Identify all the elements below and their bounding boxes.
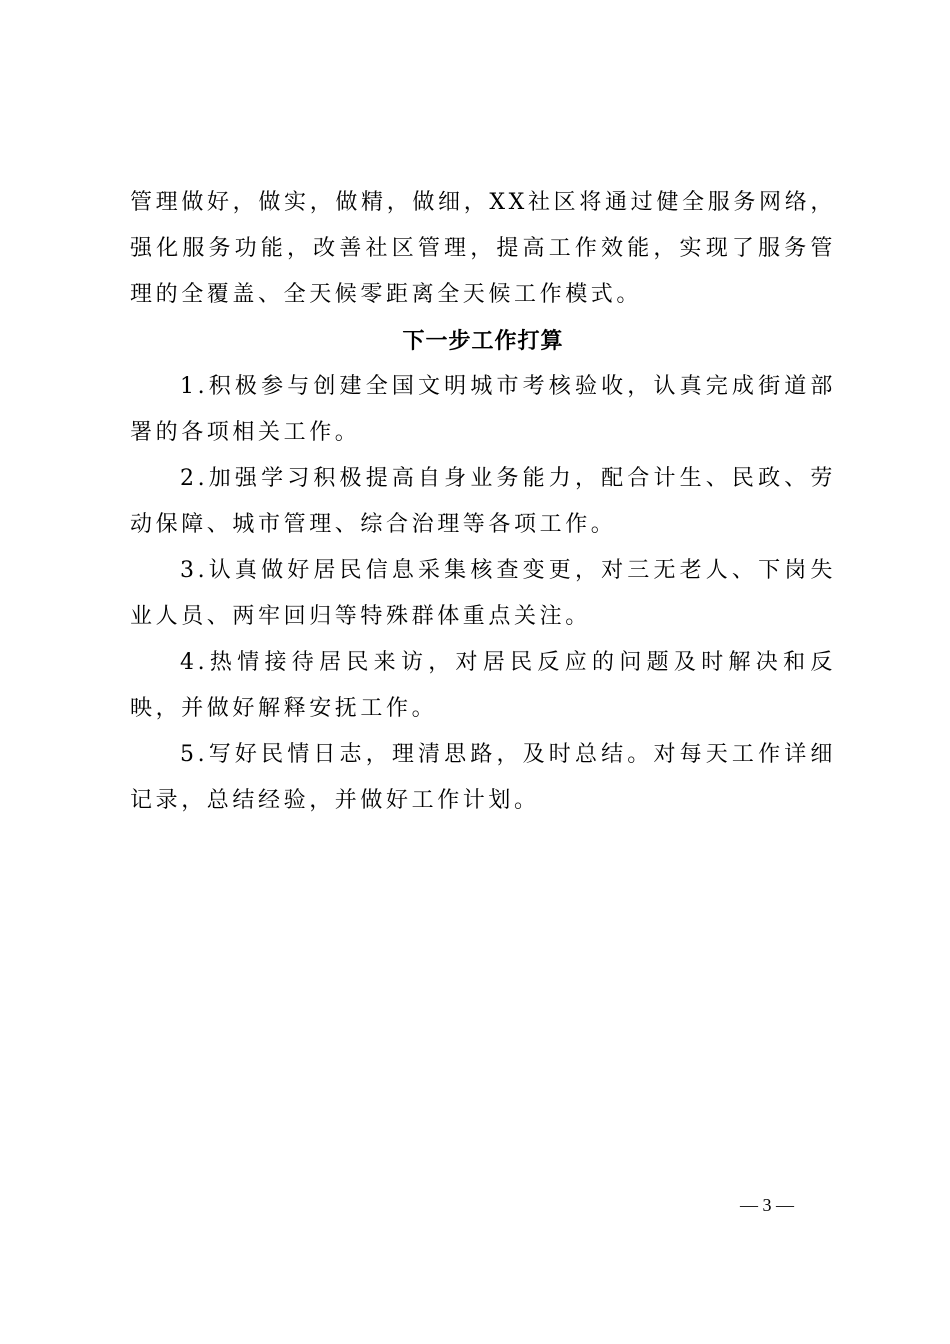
plan-item-4: 4.热情接待居民来访，对居民反应的问题及时解决和反映，并做好解释安抚工作。: [130, 650, 836, 721]
plan-item-3: 3.认真做好居民信息采集核查变更，对三无老人、下岗失业人员、两牢回归等特殊群体重点关注。: [130, 558, 836, 629]
document-body: [130, 180, 836, 824]
plan-item-1: 1.积极参与创建全国文明城市考核验收，认真完成街道部署的各项相关工作。: [130, 374, 836, 445]
page-number: — 3 —: [740, 1195, 794, 1215]
plan-item-5: 5.写好民情日志，理清思路，及时总结。对每天工作详细记录，总结经验，并做好工作计划。: [130, 742, 836, 813]
continuation-paragraph: 管理做好，做实，做精，做细，XX社区将通过健全服务网络，强化服务功能，改善社区管理，提高工作效能，实现了服务管理的全覆盖、全天候零距离全天候工作模式。: [130, 190, 836, 307]
plan-item-2: 2.加强学习积极提高自身业务能力，配合计生、民政、劳动保障、城市管理、综合治理等各项工作。: [130, 466, 836, 537]
section-heading: 下一步工作打算: [402, 328, 564, 354]
